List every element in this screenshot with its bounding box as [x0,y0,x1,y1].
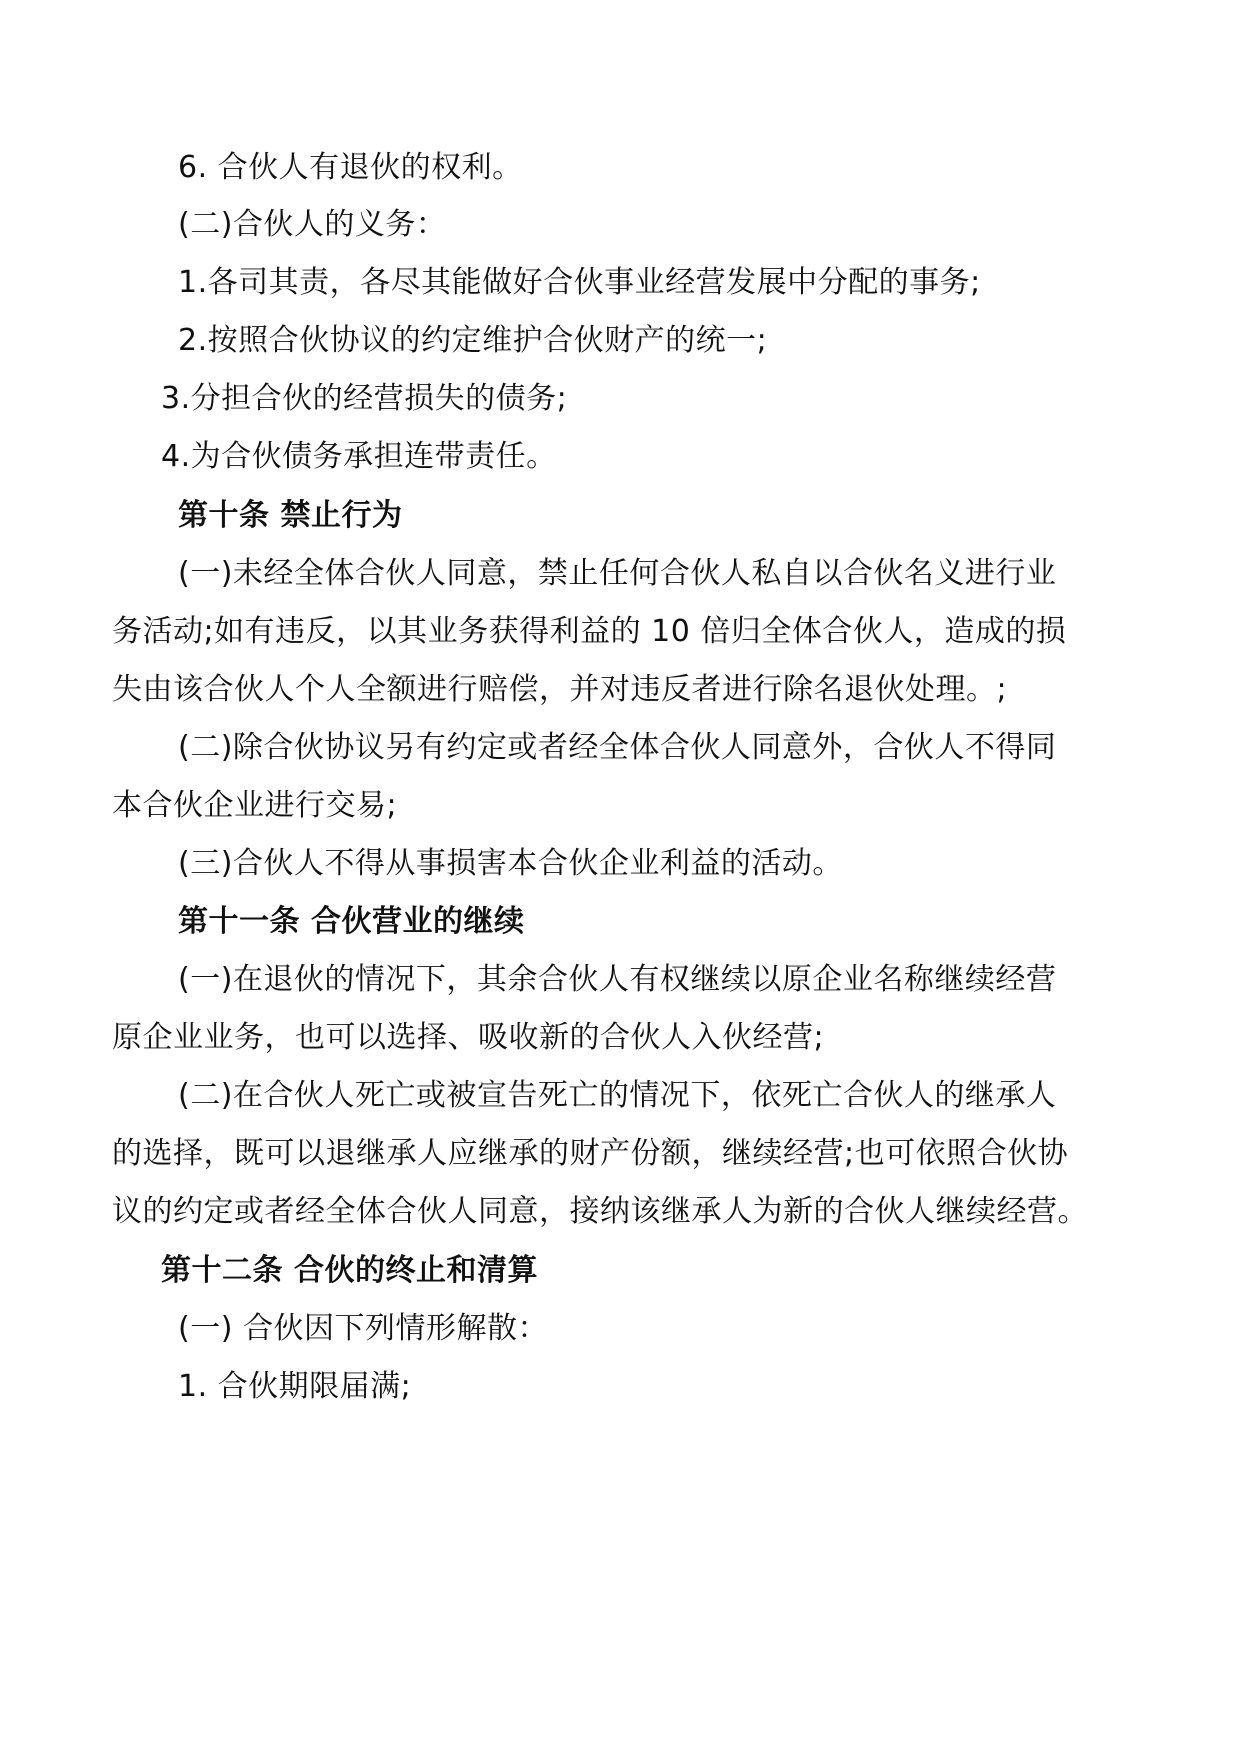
list-item: 4.为合伙债务承担连带责任。 [161,439,557,474]
paragraph-line: 本合伙企业进行交易; [112,788,398,823]
article-heading: 第十二条 合伙的终止和清算 [161,1253,538,1288]
paragraph-line: 的选择，既可以退继承人应继承的财产份额，继续经营;也可依照合伙协 [112,1136,1069,1171]
paragraph-line: (一)未经全体合伙人同意，禁止任何合伙人私自以合伙名义进行业 [178,556,1057,591]
section-subheading: (二)合伙人的义务： [178,207,447,242]
paragraph-line: (三)合伙人不得从事损害本合伙企业利益的活动。 [178,846,843,881]
paragraph-line: 务活动;如有违反，以其业务获得利益的 10 倍归全体合伙人，造成的损 [112,614,1067,649]
paragraph-line: 原企业业务，也可以选择、吸收新的合伙人入伙经营; [112,1020,825,1055]
list-item: 1. 合伙期限届满; [178,1369,412,1404]
list-item: 3.分担合伙的经营损失的债务; [161,381,568,416]
article-heading: 第十一条 合伙营业的继续 [178,904,525,939]
paragraph-line: 议的约定或者经全体合伙人同意，接纳该继承人为新的合伙人继续经营。 [112,1194,1088,1229]
paragraph-line: (二)在合伙人死亡或被宣告死亡的情况下，依死亡合伙人的继承人 [178,1078,1057,1113]
list-item: 2.按照合伙协议的约定维护合伙财产的统一; [178,323,768,358]
paragraph-line: (二)除合伙协议另有约定或者经全体合伙人同意外，合伙人不得同 [178,730,1057,765]
paragraph-line: (一) 合伙因下列情形解散： [178,1311,548,1346]
list-item: 1.各司其责，各尽其能做好合伙事业经营发展中分配的事务; [178,265,981,300]
list-item: 6. 合伙人有退伙的权利。 [178,150,523,185]
paragraph-line: (一)在退伙的情况下，其余合伙人有权继续以原企业名称继续经营 [178,962,1057,997]
article-heading: 第十条 禁止行为 [178,498,403,533]
paragraph-line: 失由该合伙人个人全额进行赔偿，并对违反者进行除名退伙处理。; [112,672,1008,707]
